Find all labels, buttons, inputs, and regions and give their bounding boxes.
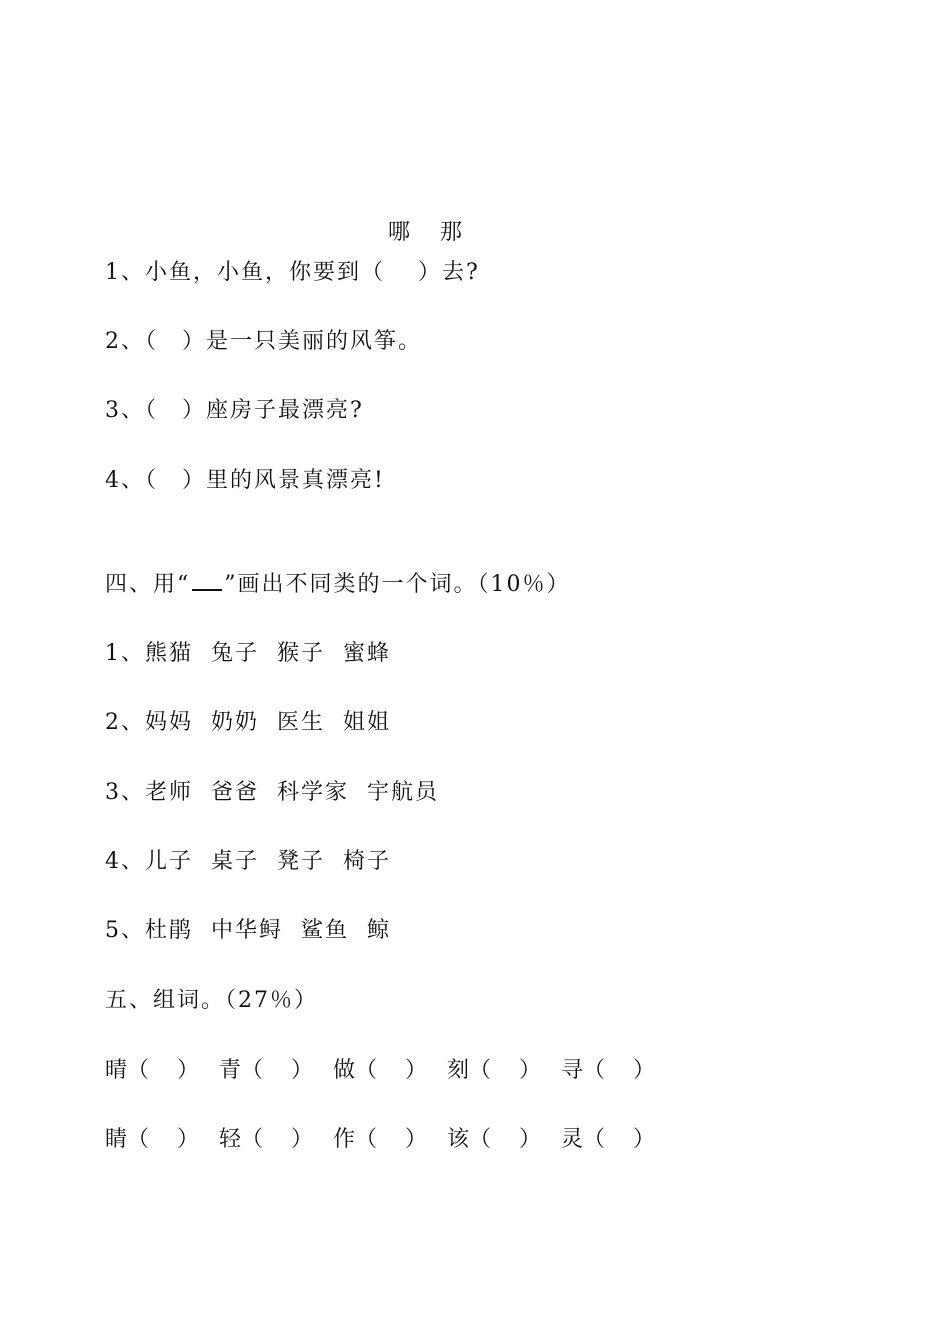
- fill-item-3: 3、（ ）座房子最漂亮?: [105, 398, 364, 423]
- underline-mark: [192, 569, 222, 591]
- classify-item-4: 4、儿子 桌子 凳子 椅子: [105, 849, 391, 874]
- word-build-cell: 灵（ ）: [561, 1127, 655, 1152]
- section-4-heading: [105, 569, 571, 600]
- title-word-na3: 哪: [387, 220, 410, 245]
- classify-item-3: 3、老师 爸爸 科学家 宇航员: [105, 780, 439, 805]
- word-build-cell: 做（ ）: [333, 1058, 427, 1083]
- classify-item-5: 5、杜鹃 中华鲟 鲨鱼 鲸: [105, 918, 391, 943]
- section-4-heading-prefix: 四、用“: [105, 572, 191, 597]
- fill-item-2: 2、（ ）是一只美丽的风筝。: [105, 329, 422, 354]
- word-build-cell: 睛（ ）: [105, 1127, 199, 1152]
- word-build-cell: 该（ ）: [447, 1127, 541, 1152]
- title-word-na4: 那: [440, 220, 463, 245]
- fill-item-4: 4、（ ）里的风景真漂亮!: [105, 468, 385, 493]
- word-build-row-1: [105, 1056, 675, 1086]
- word-build-cell: 刻（ ）: [447, 1058, 541, 1083]
- word-build-row-2: [105, 1125, 675, 1155]
- word-build-cell: 作（ ）: [333, 1127, 427, 1152]
- classify-item-2: 2、妈妈 奶奶 医生 姐姐: [105, 710, 391, 735]
- word-build-cell: 轻（ ）: [219, 1127, 313, 1152]
- fill-item-1: 1、小鱼，小鱼，你要到（ ）去?: [105, 260, 480, 285]
- section-5-heading: 五、组词。（27％）: [105, 988, 318, 1013]
- section-4-heading-suffix: ”画出不同类的一个词。（10％）: [224, 572, 571, 597]
- word-build-cell: 寻（ ）: [561, 1058, 655, 1083]
- word-build-cell: 晴（ ）: [105, 1058, 199, 1083]
- word-build-cell: 青（ ）: [219, 1058, 313, 1083]
- classify-item-1: 1、熊猫 兔子 猴子 蜜蜂: [105, 641, 391, 666]
